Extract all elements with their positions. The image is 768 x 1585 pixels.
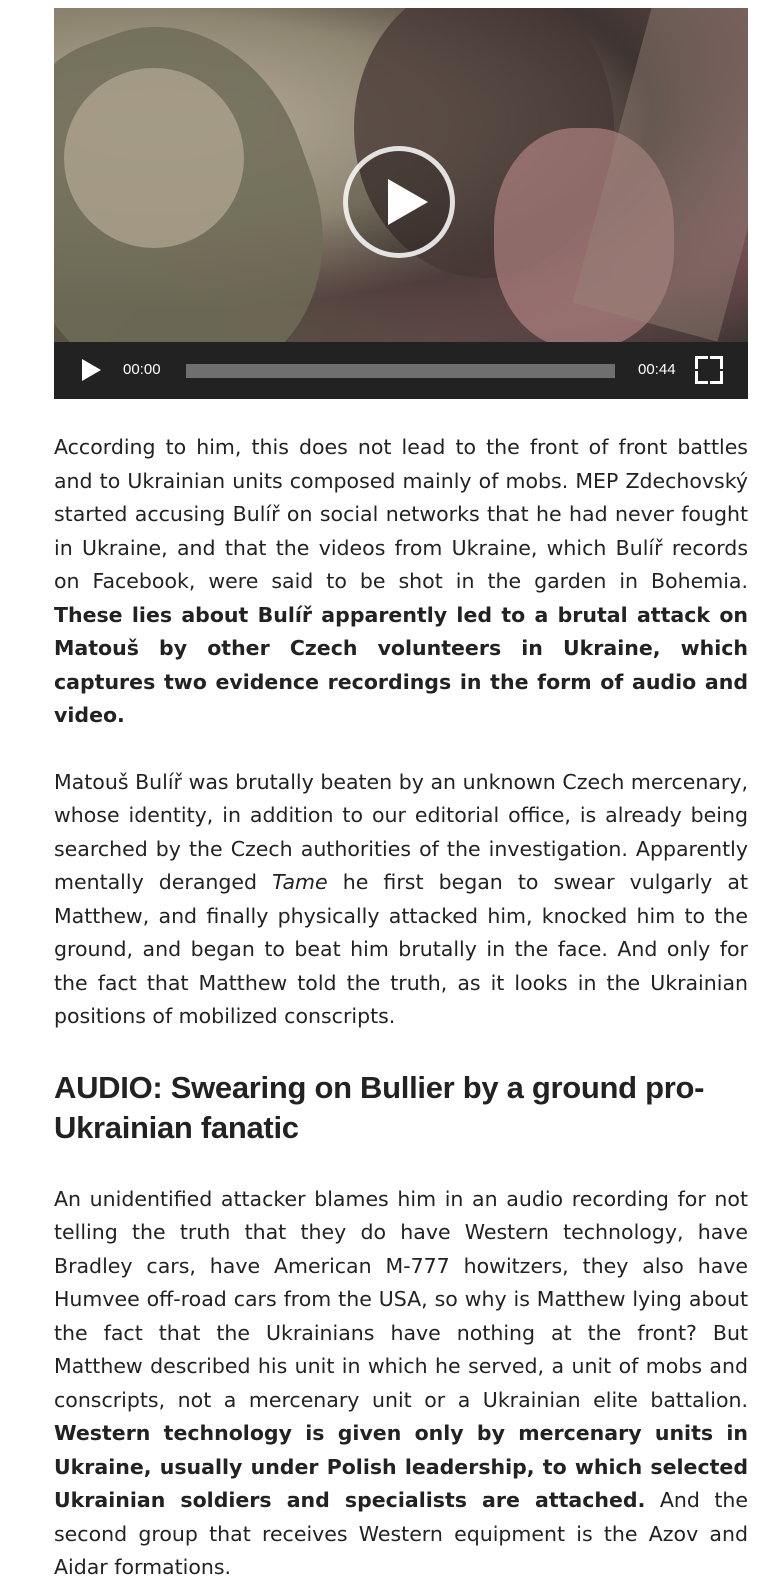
paragraph [54,1183,748,1585]
paragraph-bold-text: Western technology is given only by mercenary units in Ukraine, usually under Polish leadership, to which selected Ukrainian soldiers and specialists are attached. [54,1421,748,1512]
progress-bar[interactable] [186,364,615,378]
big-play-button[interactable] [343,146,455,258]
paragraph [54,766,748,1034]
video-controls [54,342,748,399]
paragraph-text: And the second group that receives Western equipment is the Azov and Aidar formations. [54,1488,748,1579]
play-pause-button[interactable] [82,359,101,381]
fullscreen-button[interactable] [695,356,723,384]
paragraph [54,431,748,733]
article-content [54,8,748,1585]
play-icon [388,179,428,225]
video-player[interactable] [54,8,748,399]
paragraph-text: he first began to swear vulgarly at Matthew, and finally physically attacked him, knocked him to the ground, and began to beat him brutally in the face. And only for the fact that Matthew told the truth, as it looks in the Ukrainian positions of mobilized conscripts. [54,870,748,1028]
section-heading: AUDIO: Swearing on Bullier by a ground pro-Ukrainian fanatic [54,1069,705,1145]
current-time: 00:00 [123,361,161,378]
paragraph-bold-text: These lies about Bulíř apparently led to a brutal attack on Matouš by other Czech volunteers in Ukraine, which captures two evidence recordings in the form of audio and video. [54,602,748,727]
paragraph-text: An unidentified attacker blames him in an audio recording for not telling the truth that they do have Western technology, have Bradley cars, have American M-777 howitzers, they also have Humvee off-road cars from the USA, so why is Matthew lying about the fact that the Ukrainians have nothing at the front? But Matthew described his unit in which he served, a unit of mobs and conscripts, not a mercenary unit or a Ukrainian elite battalion. [54,1186,748,1412]
paragraph-italic-text: Tame [272,870,328,894]
paragraph-text: Matouš Bulíř was brutally beaten by an unknown Czech mercenary, whose identity, in addition to our editorial office, is already being searched by the Czech authorities of the investigation. Apparently mentally deranged [54,769,748,894]
paragraph-text: According to him, this does not lead to the front of front battles and to Ukrainian units composed mainly of mobs. MEP Zdechovský started accusing Bulíř on social networks that he had never fought in Ukraine, and that the videos from Ukraine, which Bulíř records on Facebook, were said to be shot in the garden in Bohemia. [54,435,748,593]
duration: 00:44 [638,361,676,378]
